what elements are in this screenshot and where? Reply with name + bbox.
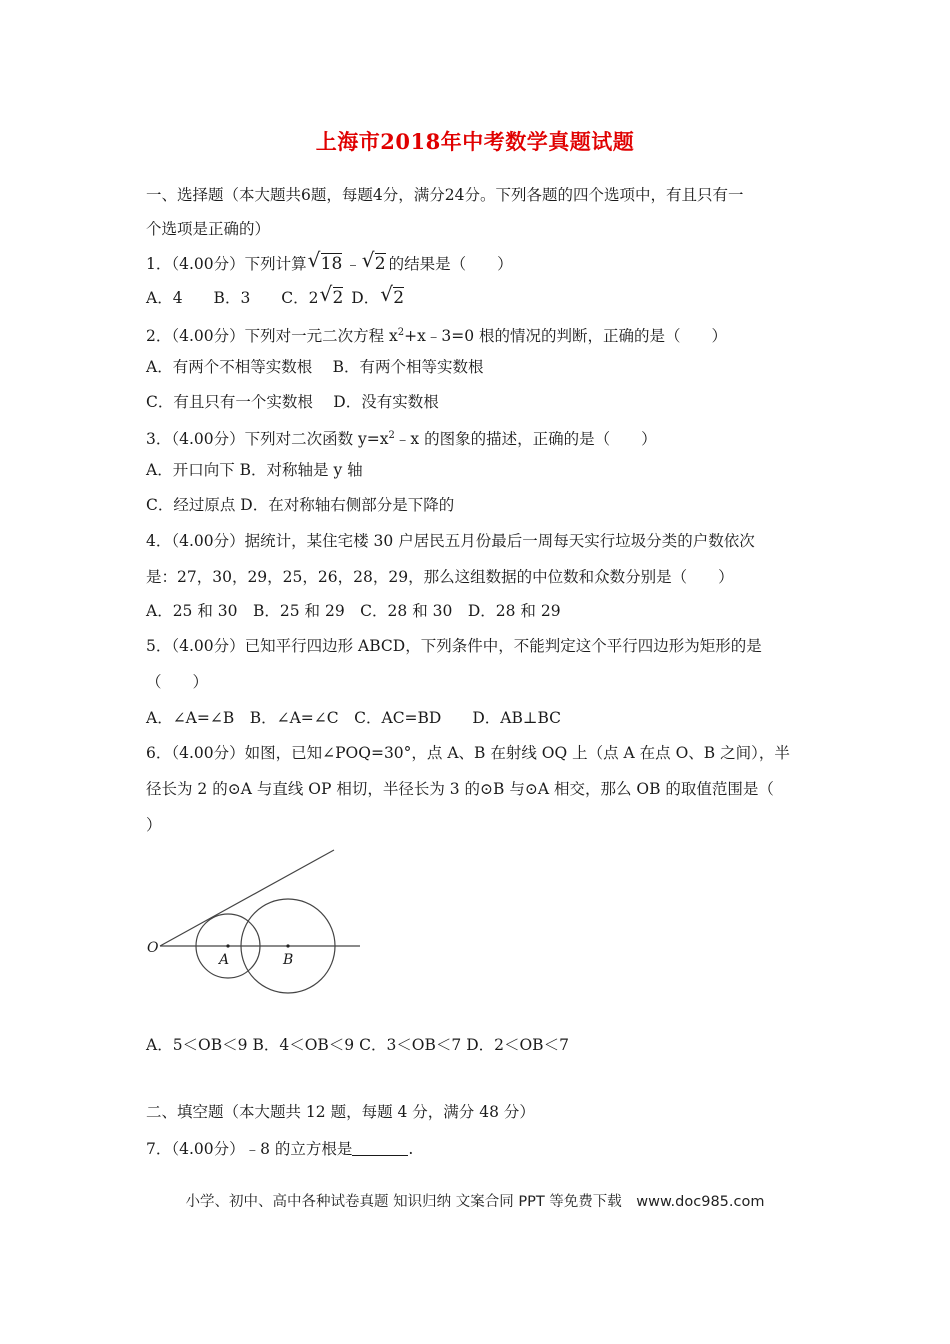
- question-5-stem-2: （ ）: [146, 673, 209, 691]
- superscript: 2: [388, 430, 395, 441]
- point-a: [226, 944, 229, 947]
- question-2-stem: 2．（4.00分）下列对一元二次方程 $x^2+x﹣3=0$ 根的情况的判断，正确的是（ ）: [146, 327, 728, 345]
- option-c-sqrt: √ 2: [319, 282, 344, 308]
- superscript: 2: [397, 327, 405, 338]
- question-4-stem-2: 是：27，30，29，25，26，28，29，那么这组数据的中位数和众数分别是（ ）: [146, 568, 734, 586]
- ray-op: [160, 850, 334, 946]
- label-b: B: [283, 952, 294, 968]
- q1-option-d-label: D．: [346, 289, 380, 307]
- q1-minus: ﹣: [345, 255, 361, 273]
- page-title: 上海市2018年中考数学真题试题: [315, 129, 635, 154]
- question-2-options-1: A．有两个不相等实数根 B．有两个相等实数根: [146, 358, 484, 376]
- question-6-stem-1: 6．（4.00分）如图，已知∠POQ=30°，点 A、B 在射线 OQ 上（点 A 在点 O、B 之间），半: [146, 744, 790, 762]
- answer-blank: [352, 1140, 408, 1156]
- question-1-stem: [146, 248, 826, 275]
- question-2-options-2: C．有且只有一个实数根 D．没有实数根: [146, 393, 439, 411]
- question-7-stem: 7．（4.00分）﹣8 的立方根是 .: [146, 1140, 414, 1158]
- q1-stem-text: 1．（4.00分）下列计算: [146, 255, 307, 273]
- label-o: O: [147, 940, 159, 956]
- footer-text: 小学、初中、高中各种试卷真题 知识归纳 文案合同 PPT 等免费下载 www.doc985.com: [185, 1194, 765, 1210]
- section1-intro-line2: 个选项是正确的）: [146, 220, 271, 238]
- question-1-options: [146, 282, 826, 309]
- q1-stem-tail: 的结果是（ ）: [388, 255, 513, 273]
- question-6-stem-3: ）: [146, 816, 162, 834]
- geometry-figure: [140, 842, 380, 1002]
- option-d-sqrt: √ 2: [380, 282, 405, 308]
- point-b: [286, 944, 289, 947]
- question-5-options: A．∠A=∠B B．∠A=∠C C．AC=BD D．AB⊥BC: [146, 709, 561, 727]
- section1-intro-line1: 一、选择题（本大题共6题，每题4分，满分24分。下列各题的四个选项中，有且只有一: [146, 186, 744, 204]
- question-3-options-2: C．经过原点 D．在对称轴右侧部分是下降的: [146, 496, 455, 514]
- question-6-stem-2: 径长为 2 的⊙A 与直线 OP 相切，半径长为 3 的⊙B 与⊙A 相交，那么 OB 的取值范围是（: [146, 780, 774, 798]
- question-3-options-1: A．开口向下 B．对称轴是 y 轴: [146, 461, 363, 479]
- section2-intro: 二、填空题（本大题共 12 题，每题 4 分，满分 48 分）: [146, 1103, 535, 1121]
- q1-options-text: A．4 B．3 C．2: [146, 289, 319, 307]
- question-4-stem-1: 4．（4.00分）据统计，某住宅楼 30 户居民五月份最后一周每天实行垃圾分类的户数依次: [146, 532, 755, 550]
- question-6-options: A．5＜OB＜9 B．4＜OB＜9 C．3＜OB＜7 D．2＜OB＜7: [146, 1036, 569, 1054]
- question-4-options: A．25 和 30 B．25 和 29 C．28 和 30 D．28 和 29: [146, 602, 561, 620]
- question-3-stem: 3．（4.00分）下列对二次函数 $y=x^2﹣x$ 的图象的描述，正确的是（ ）: [146, 430, 657, 448]
- sqrt-18: √ 18: [307, 248, 343, 274]
- sqrt-2: √ 2: [361, 248, 386, 274]
- question-5-stem-1: 5．（4.00分）已知平行四边形 ABCD，下列条件中，不能判定这个平行四边形为矩形的是: [146, 637, 762, 655]
- label-a: A: [219, 952, 230, 968]
